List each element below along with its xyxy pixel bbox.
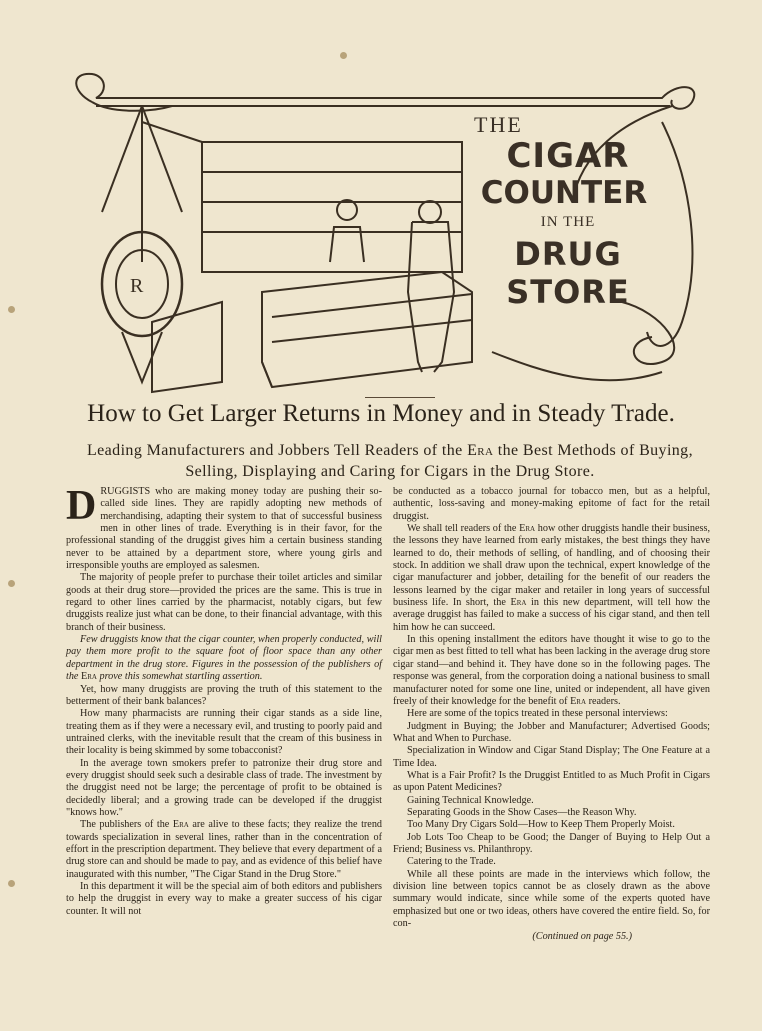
drop-cap: D: [66, 483, 97, 529]
topic-item: Separating Goods in the Show Cases—the Reason Why.: [407, 806, 637, 818]
binding-hole: [8, 580, 15, 587]
binding-hole: [8, 306, 15, 313]
paragraph: Yet, how many druggists are proving the truth of this statement to the betterment of their bank balances?: [66, 683, 382, 707]
article-column-right: [393, 486, 710, 944]
paragraph: In the average town smokers prefer to patronize their drug store and every druggist should seek such a desirable class of trade. The investment by the druggist need not be large; the percentage of profit to be obtained is decidedly liberal; and a growing trade can be developed if the druggist "knows how.": [66, 757, 382, 818]
subhead-part1: Leading Manufacturers and Jobbers Tell Readers of the: [87, 442, 463, 459]
paragraph: While all these points are made in the interviews which follow, the division line between topics cannot be as closely drawn as the above summary would indicate, since while some of the experts quoted have emphasized but one or two ideas, others have covered the entire field. So, for con-: [393, 868, 710, 930]
topic-item: Too Many Dry Cigars Sold—How to Keep Them Properly Moist.: [407, 819, 675, 831]
paragraph: be conducted as a tobacco journal for tobacco men, but as a helpful, authentic, loss-saving and money-making epitome of fact for the retail druggist.: [393, 486, 710, 522]
masthead-drug: DRUG: [514, 235, 622, 273]
paragraph: We shall tell readers of the Era how other druggists handle their business, the lessons they have learned from early mistakes, the best things they have learned to do, their methods of selling, of handling, and of choosing their stock. In addition we shall draw upon the technical, expert knowledge of the cigar manufacturer and jobber, detailing for the benefit of our readers the lessons learned by the cigar maker and retailer in long years of successful business life. In short, the Era in this new department, will tell how the average druggist has failed to make a success of his cigar stand, and then tell him how he can succeed.: [393, 523, 711, 633]
paragraph: Here are some of the topics treated in these personal interviews:: [407, 708, 668, 720]
paragraph: The majority of people prefer to purchase their toilet articles and similar goods at their drug store—provided the prices are the same. This is true in regard to other lines carried by the pharmacist, notably cigars, but few druggists realize just what can be done, to their financial advantage, with this branch of their business.: [66, 572, 382, 633]
topic-item: Judgment in Buying; the Jobber and Manufacturer; Advertised Goods; What and When to Purchase.: [393, 720, 710, 744]
headline-divider: [365, 397, 435, 398]
topic-item: What is a Fair Profit? Is the Druggist Entitled to as Much Profit in Cigars as upon Patent Medicines?: [393, 769, 710, 794]
masthead-store: STORE: [506, 273, 630, 311]
binding-hole: [340, 52, 347, 59]
masthead-cigar: CIGAR: [506, 136, 630, 176]
topic-item: Job Lots Too Cheap to be Good; the Danger of Buying to Help Out a Friend; Business vs. Philanthropy.: [393, 831, 710, 855]
svg-text:R: R: [130, 275, 144, 297]
subhead-part2: the Best Methods of Buying, Selling, Displaying and Caring for Cigars in the Drug Store.: [185, 442, 693, 480]
paragraph: The publishers of the Era are alive to these facts; they realize the trend towards specialization in several lines, rather than in the concentration of effort in the prescription department. They believe that every department of a drug store can and should be made to pay, and as evidence of this belief have inaugurated with this number, "The Cigar Stand in the Drug Store.": [66, 819, 383, 880]
paragraph: In this opening installment the editors have thought it wise to go to the cigar men as best fitted to tell what has been lacking in the average drug store cigar stand—and behind it. They have done so in the following pages. The response was general, from the corporation doing a national business to small manufacturer noted for some one line, united or independent, all have given freely of their knowledge for the benefit of Era readers.: [393, 634, 710, 707]
continued-note: (Continued on page 55.): [532, 931, 632, 943]
topic-item: Gaining Technical Knowledge.: [407, 794, 534, 806]
paragraph: How many pharmacists are running their cigar stands as a side line, treating them as if they were a necessary evil, and trusting to poorly paid and untrained clerks, with the inevitable result that the cream of this business in their locality is being skimmed by some tobacconist?: [66, 708, 382, 757]
page-headline: How to Get Larger Returns in Money and in Steady Trade.: [87, 400, 675, 427]
masthead-title: [468, 112, 668, 311]
paragraph: DRUGGISTS who are making money today are pushing their so-called side lines. They are rapidly adopting new methods of merchandising, adapting their system to that of successful business men in other lines of trade. Everything is in their favor, for the professional standing of the druggist gives him a certain business standing never to be attained by a department store, where young girls and irresponsible youths are employed as salesmen.: [66, 483, 382, 572]
subhead-era: Era: [467, 442, 494, 459]
article-column-left: [66, 483, 383, 918]
masthead-counter: COUNTER: [480, 175, 648, 211]
paragraph: In this department it will be the special aim of both editors and publishers to help the druggist in every way to make a greater success of his cigar counter. It will not: [66, 881, 382, 917]
masthead-the: THE: [474, 112, 523, 137]
topic-item: Catering to the Trade.: [407, 856, 496, 868]
masthead-in-the: IN THE: [540, 214, 596, 230]
binding-hole: [8, 880, 15, 887]
topic-item: Specialization in Window and Cigar Stand Display; The One Feature at a Time Idea.: [393, 745, 710, 769]
subheadline: [60, 440, 720, 482]
paragraph-italic: Few druggists know that the cigar counter, when properly conducted, will pay them more profit to the square foot of floor space than any other department in the drug store. Figures in the possession of the publishers of the Era prove this somewhat startling assertion.: [66, 634, 382, 683]
